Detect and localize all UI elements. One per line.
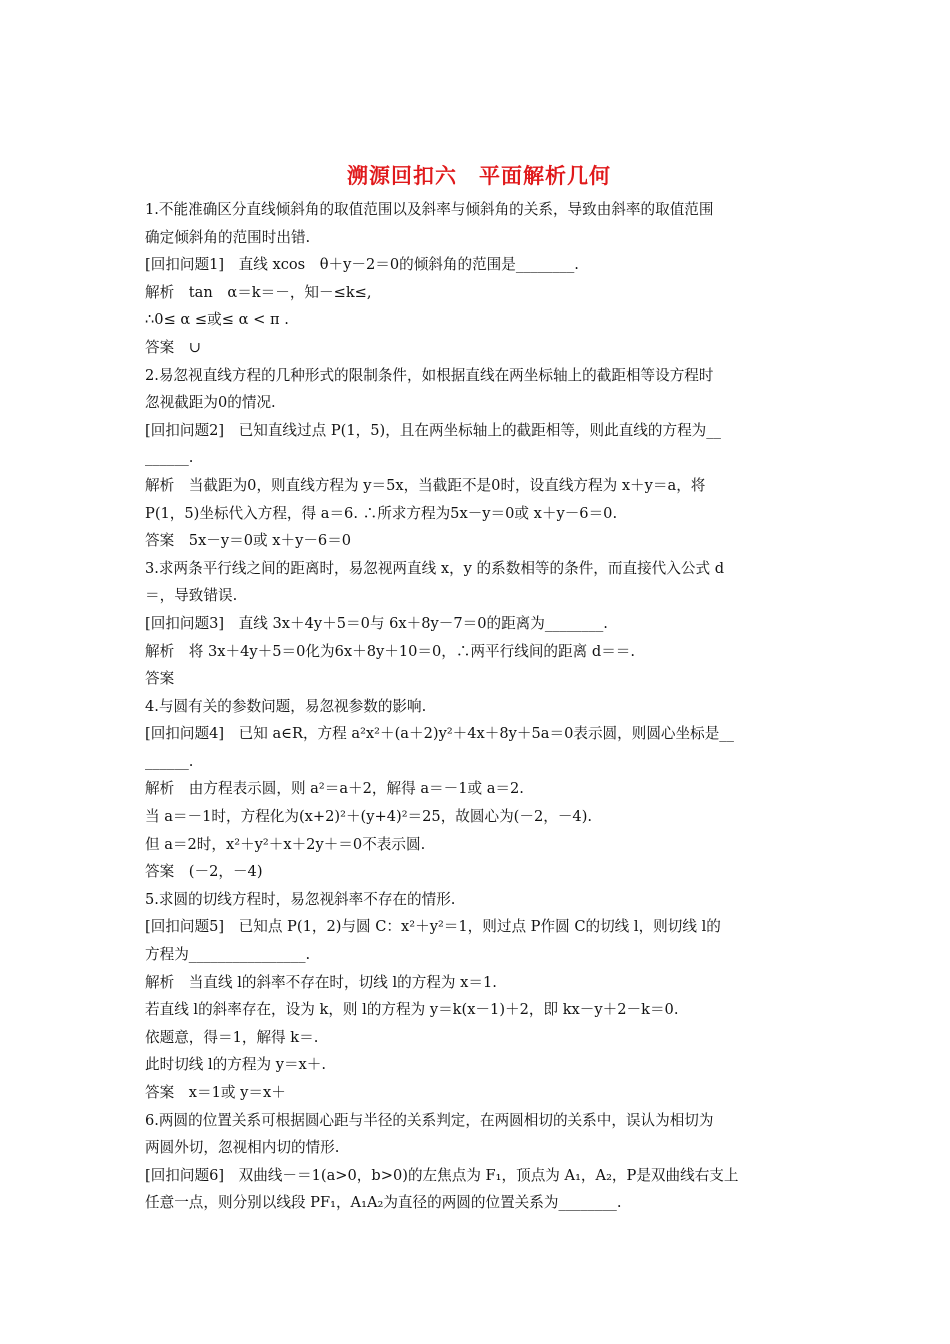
text-line: 若直线 l的斜率存在，设为 k，则 l的方程为 y＝k(x－1)＋2，即 kx－y＋2－k＝0. bbox=[145, 1001, 679, 1019]
text-line: 但 a＝2时，x²＋y²＋x＋2y＋＝0不表示圆. bbox=[145, 835, 426, 853]
text-line: 任意一点，则分别以线段 PF₁，A₁A₂为直径的两圆的位置关系为________. bbox=[145, 1194, 622, 1212]
document-body bbox=[145, 196, 813, 1217]
text-line: 忽视截距为0的情况. bbox=[145, 394, 276, 412]
text-line: 依题意，得＝1，解得 k＝. bbox=[145, 1028, 319, 1046]
text-line: 解析 将 3x＋4y＋5＝0化为6x＋8y＋10＝0，∴两平行线间的距离 d＝＝. bbox=[145, 642, 636, 660]
text-line: 5.求圆的切线方程时，易忽视斜率不存在的情形. bbox=[145, 890, 456, 908]
text-line: 6.两圆的位置关系可根据圆心距与半径的关系判定，在两圆相切的关系中，误认为相切为 bbox=[145, 1111, 714, 1129]
text-line: 1.不能准确区分直线倾斜角的取值范围以及斜率与倾斜角的关系，导致由斜率的取值范围 bbox=[145, 201, 714, 218]
text-line: [回扣问题5] 已知点 P(1，2)与圆 C：x²＋y²＝1，则过点 P作圆 C的切线 l，则切线 l的 bbox=[145, 918, 721, 936]
text-line: 2.易忽视直线方程的几种形式的限制条件，如根据直线在两坐标轴上的截距相等设方程时 bbox=[145, 366, 714, 384]
text-line: 4.与圆有关的参数问题，易忽视参数的影响. bbox=[145, 697, 427, 715]
text-line: 解析 由方程表示圆，则 a²＝a＋2，解得 a＝－1或 a＝2. bbox=[145, 780, 524, 798]
text-line: 当 a＝－1时，方程化为(x+2)²＋(y+4)²＝25，故圆心为(－2，－4). bbox=[145, 808, 593, 826]
text-line: 此时切线 l的方程为 y＝x＋. bbox=[145, 1056, 326, 1074]
text-line: [回扣问题4] 已知 a∈R，方程 a²x²＋(a＋2)y²＋4x＋8y＋5a＝0表示圆，则圆心坐标是__ bbox=[145, 725, 734, 743]
text-line: 解析 tan α＝k＝－，知－≤k≤, bbox=[145, 283, 372, 301]
page-title: 溯源回扣六 平面解析几何 bbox=[347, 164, 611, 188]
text-line: 两圆外切，忽视相内切的情形. bbox=[145, 1139, 340, 1157]
text-line: ＝，导致错误. bbox=[145, 587, 238, 605]
text-line: ______. bbox=[145, 752, 194, 770]
text-line: 解析 当截距为0，则直线方程为 y＝5x，当截距不是0时，设直线方程为 x＋y＝a，将 bbox=[145, 476, 706, 494]
text-line: 答案 5x－y＝0或 x＋y－6＝0 bbox=[145, 532, 352, 550]
text-line: 答案 x＝1或 y＝x＋ bbox=[145, 1084, 286, 1101]
text-line: 方程为________________. bbox=[145, 946, 311, 964]
text-line: 答案 bbox=[145, 670, 175, 688]
text-line: 答案 ∪ bbox=[145, 338, 202, 356]
text-line: [回扣问题6] 双曲线－＝1(a>0，b>0)的左焦点为 F₁，顶点为 A₁，A₂，P是双曲线右支上 bbox=[145, 1166, 739, 1184]
text-line: [回扣问题3] 直线 3x＋4y＋5＝0与 6x＋8y－7＝0的距离为________. bbox=[145, 614, 608, 632]
text-line: ∴0≤ α ≤或≤ α < π . bbox=[145, 311, 289, 329]
text-line: 解析 当直线 l的斜率不存在时，切线 l的方程为 x＝1. bbox=[145, 973, 497, 991]
text-line: [回扣问题2] 已知直线过点 P(1，5)，且在两坐标轴上的截距相等，则此直线的方程为__ bbox=[145, 421, 721, 439]
text-line: [回扣问题1] 直线 xcos θ＋y－2＝0的倾斜角的范围是________. bbox=[145, 256, 579, 274]
text-line: 3.求两条平行线之间的距离时，易忽视两直线 x，y 的系数相等的条件，而直接代入公式 d bbox=[145, 559, 725, 577]
text-line: ______. bbox=[145, 449, 194, 467]
text-line: P(1，5)坐标代入方程，得 a＝6. ∴所求方程为5x－y＝0或 x＋y－6＝0. bbox=[145, 504, 618, 522]
document-page bbox=[145, 160, 813, 1217]
text-line: 答案 (－2，－4) bbox=[145, 863, 263, 881]
text-line: 确定倾斜角的范围时出错. bbox=[145, 228, 311, 246]
